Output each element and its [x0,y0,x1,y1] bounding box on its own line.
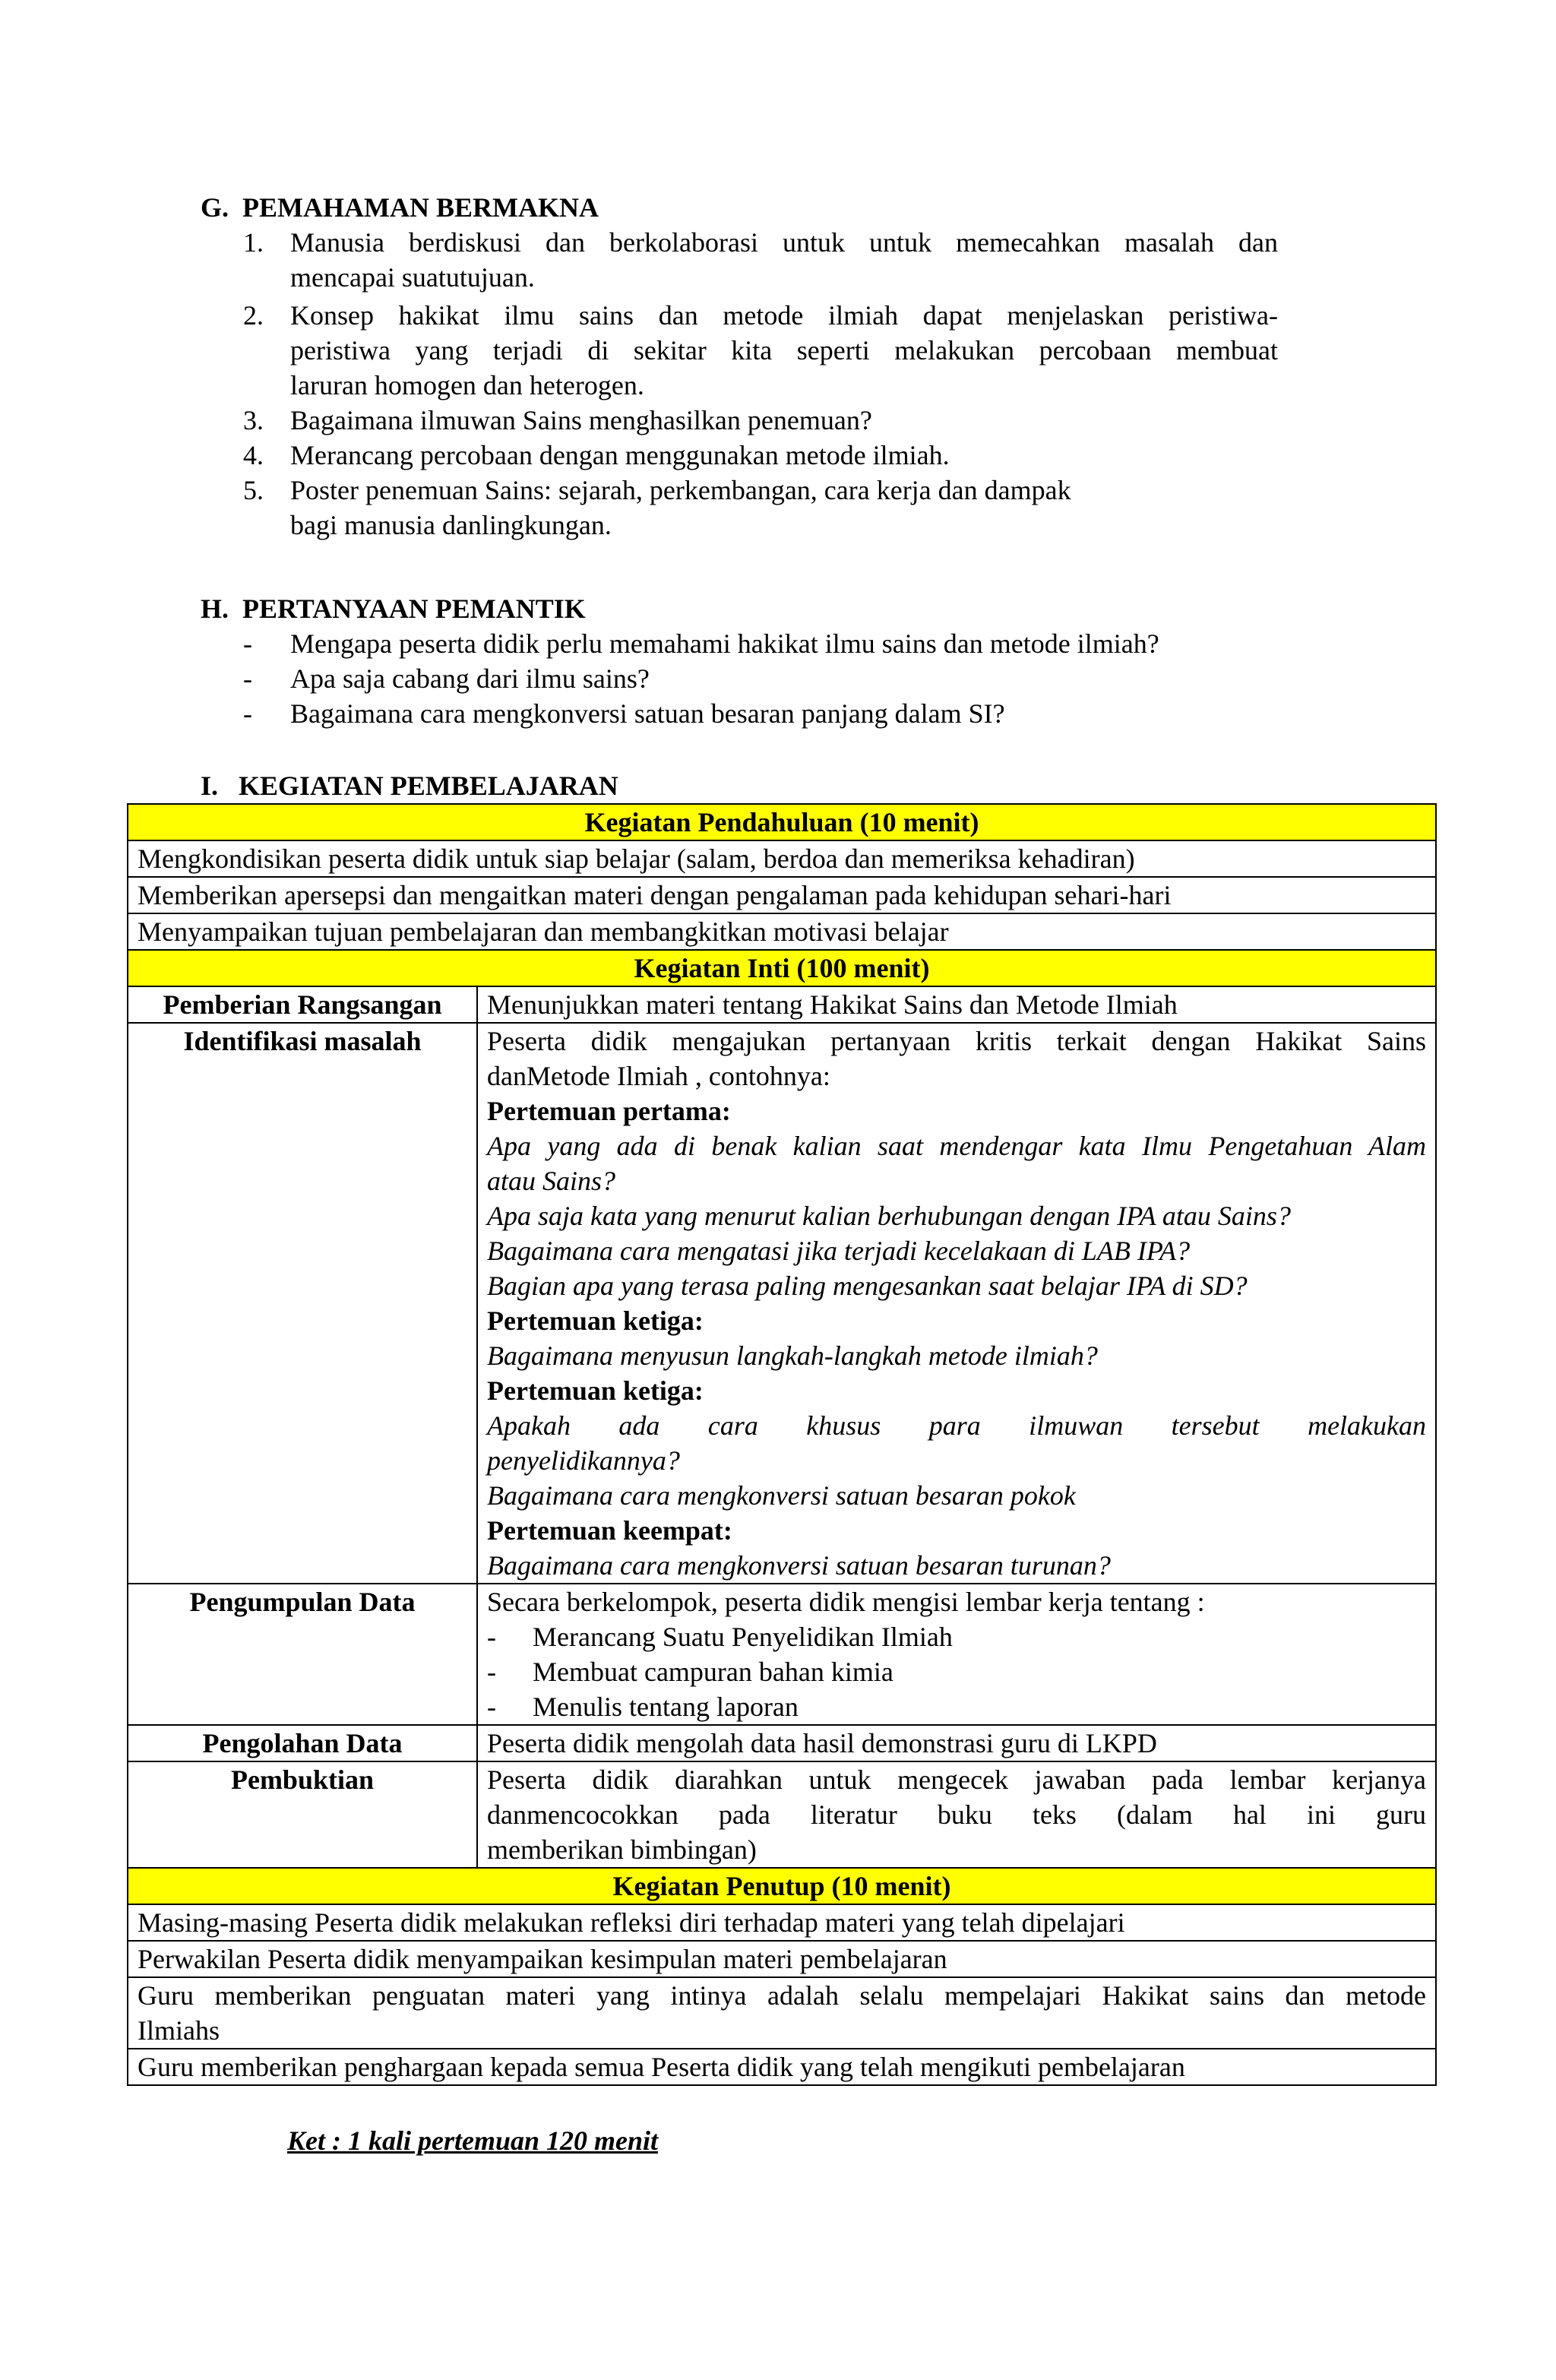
section-h-item-3: - Bagaimana cara mengkonversi satuan besaran panjang dalam SI? [243,698,1005,729]
cell-line: Peserta didik diarahkan untuk mengecek jawaban pada lembar kerjanya [487,1764,1427,1795]
list-line: Apa saja cabang dari ilmu sains? [290,663,650,694]
table-row [128,950,1436,986]
table-row [128,1725,1436,1761]
table-row [128,1584,1436,1725]
question-line: Bagian apa yang terasa paling mengesankan saat belajar IPA di SD? [487,1271,1248,1301]
table-row [128,1868,1436,1904]
table-cell: Guru memberikan penghargaan kepada semua Peserta didik yang telah mengikuti pembelajaran [128,2049,1436,2085]
list-line: laruran homogen dan heterogen. [290,370,644,400]
list-number: 5. [243,475,264,505]
penutup-title: Kegiatan Penutup (10 menit) [128,1868,1436,1904]
question-line: Bagaimana cara mengkonversi satuan besaran turunan? [487,1550,1111,1581]
list-number: 3. [243,405,264,435]
cell-line: Guru memberikan penguatan materi yang intinya adalah selalu mempelajari Hakikat sains dan metode [138,1980,1427,2011]
section-h-heading: H. PERTANYAAN PEMANTIK [201,593,586,624]
table-row [128,804,1436,840]
table-row [128,986,1436,1023]
table-cell: Perwakilan Peserta didik menyampaikan kesimpulan materi pembelajaran [128,1941,1436,1977]
list-number: 2. [243,300,264,331]
list-line: Mengapa peserta didik perlu memahami hakikat ilmu sains dan metode ilmiah? [290,628,1159,659]
meeting-title: Pertemuan keempat: [487,1515,732,1546]
list-line: Poster penemuan Sains: sejarah, perkembangan, cara kerja dan dampak [290,475,1071,505]
cell-line: Peserta didik mengajukan pertanyaan kritis terkait dengan Hakikat Sains [487,1026,1427,1056]
cell-line: danmencocokkan pada literatur buku teks (dalam hal ini guru [487,1799,1427,1830]
table-row [128,2049,1436,2085]
list-item: - Merancang Suatu Penyelidikan Ilmiah [487,1622,953,1652]
cell-line: Secara berkelompok, peserta didik mengisi lembar kerja tentang : [487,1587,1205,1617]
pengumpulan-content [477,1584,1436,1725]
list-line: Manusia berdiskusi dan berkolaborasi untuk untuk memecahkan masalah dan [290,227,1278,258]
section-g-item-1 [243,225,1278,295]
list-line: mencapai suatutujuan. [290,262,535,293]
section-h-item-2: - Apa saja cabang dari ilmu sains? [243,663,650,694]
footer-note: Ket : 1 kali pertemuan 120 menit [287,2125,659,2156]
question-line: Bagaimana cara mengkonversi satuan besaran pokok [487,1480,1076,1511]
identifikasi-content [477,1023,1436,1584]
section-g-item-5 [243,473,1278,543]
rangsangan-label: Pemberian Rangsangan [128,986,477,1023]
list-item: - Membuat campuran bahan kimia [487,1657,893,1687]
table-row [128,877,1436,913]
section-g-item-4 [243,438,1278,473]
table-cell: Memberikan apersepsi dan mengaitkan materi dengan pengalaman pada kehidupan sehari-hari [128,877,1436,913]
question-line: Bagaimana menyusun langkah-langkah metode ilmiah? [487,1340,1098,1371]
table-row [128,913,1436,950]
table-row [128,1023,1436,1584]
cell-line: Ilmiahs [138,2015,220,2046]
table-row [128,1941,1436,1977]
pendahuluan-title: Kegiatan Pendahuluan (10 menit) [128,804,1436,840]
question-line: Apakah ada cara khusus para ilmuwan tersebut melakukan [487,1410,1427,1441]
list-number: 4. [243,440,264,470]
pengolahan-label: Pengolahan Data [128,1725,477,1761]
section-g-heading: G. PEMAHAMAN BERMAKNA [201,192,599,223]
cell-line: memberikan bimbingan) [487,1834,757,1865]
list-line: Bagaimana ilmuwan Sains menghasilkan penemuan? [290,405,872,435]
inti-title: Kegiatan Inti (100 menit) [128,950,1436,986]
identifikasi-label: Identifikasi masalah [128,1023,477,1584]
table-cell: Mengkondisikan peserta didik untuk siap belajar (salam, berdoa dan memeriksa kehadiran) [128,840,1436,877]
list-line: Konsep hakikat ilmu sains dan metode ilmiah dapat menjelaskan peristiwa- [290,300,1278,331]
meeting-title: Pertemuan ketiga: [487,1375,704,1406]
question-line: Apa yang ada di benak kalian saat mendengar kata Ilmu Pengetahuan Alam [487,1131,1427,1161]
table-cell: Masing-masing Peserta didik melakukan refleksi diri terhadap materi yang telah dipelajari [128,1904,1436,1941]
section-i-heading: I. KEGIATAN PEMBELAJARAN [201,771,618,801]
section-g-item-3 [243,403,1278,438]
rangsangan-text: Menunjukkan materi tentang Hakikat Sains dan Metode Ilmiah [477,986,1436,1023]
list-item: - Menulis tentang laporan [487,1692,799,1722]
list-line: Merancang percobaan dengan menggunakan metode ilmiah. [290,440,950,470]
list-line: bagi manusia danlingkungan. [290,510,612,540]
pembuktian-content [477,1761,1436,1868]
meeting-title: Pertemuan pertama: [487,1096,731,1126]
table-row [128,1761,1436,1868]
table-cell [128,1977,1436,2049]
list-number: 1. [243,227,264,258]
pengumpulan-label: Pengumpulan Data [128,1584,477,1725]
section-g-item-2 [243,298,1278,403]
table-cell: Menyampaikan tujuan pembelajaran dan membangkitkan motivasi belajar [128,913,1436,950]
question-line: atau Sains? [487,1166,616,1196]
list-line: Bagaimana cara mengkonversi satuan besaran panjang dalam SI? [290,698,1005,729]
kegiatan-table [127,803,1437,2086]
question-line: Apa saja kata yang menurut kalian berhubungan dengan IPA atau Sains? [487,1201,1291,1231]
section-h-item-1: - Mengapa peserta didik perlu memahami hakikat ilmu sains dan metode ilmiah? [243,628,1159,659]
question-line: Bagaimana cara mengatasi jika terjadi kecelakaan di LAB IPA? [487,1236,1191,1266]
pembuktian-label: Pembuktian [128,1761,477,1868]
table-row [128,1904,1436,1941]
list-line: peristiwa yang terjadi di sekitar kita seperti melakukan percobaan membuat [290,335,1278,366]
cell-line: danMetode Ilmiah , contohnya: [487,1061,830,1091]
meeting-title: Pertemuan ketiga: [487,1306,704,1336]
table-row [128,840,1436,877]
question-line: penyelidikannya? [487,1445,680,1476]
pengolahan-text: Peserta didik mengolah data hasil demonstrasi guru di LKPD [477,1725,1436,1761]
table-row [128,1977,1436,2049]
